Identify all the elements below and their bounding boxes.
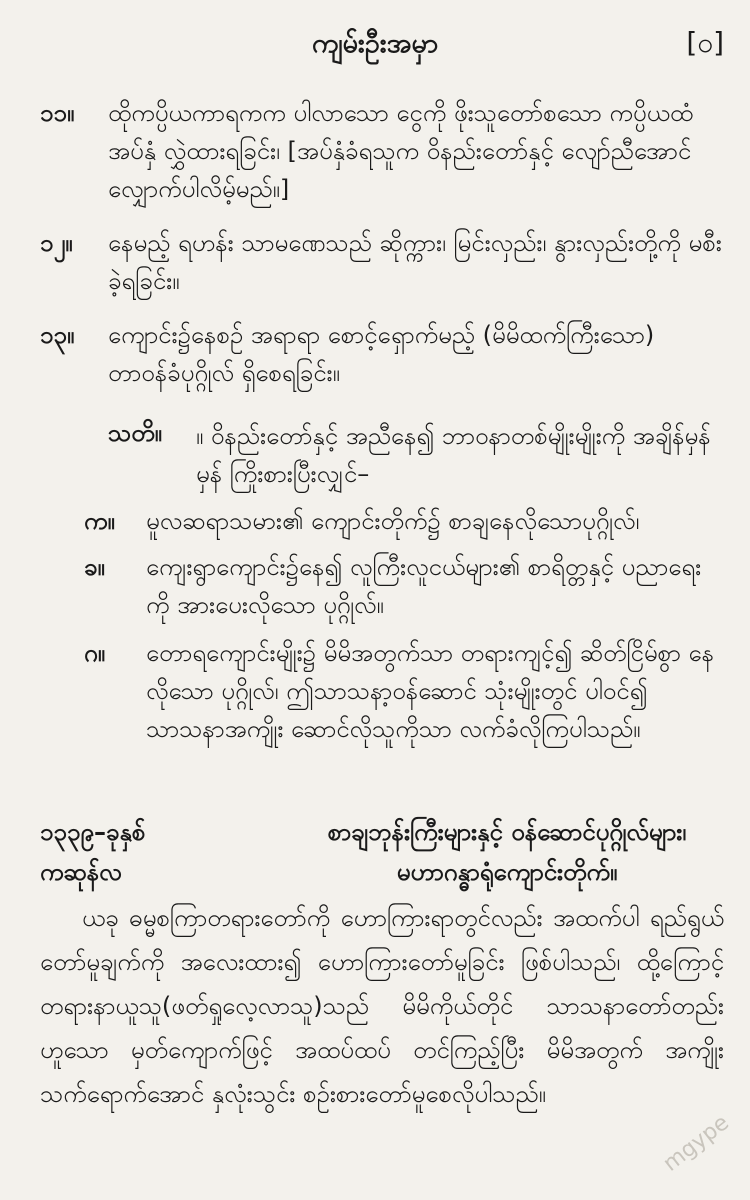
list-item [40,224,724,300]
section-date [40,812,145,892]
note-label: သတိ။ [108,419,162,447]
sub-item-number: က။ [84,507,115,535]
item-number: ၁၃။ [40,321,75,349]
item-text: ကျောင်း၌နေစဉ် အရာရာ စောင့်ရှောက်မည့် (မိမိထက်ကြီးသော) တာဝန်ခံပုဂ္ဂိုလ် ရှိစေရခြင်း။ [108,321,655,387]
watermark: mgype [658,1110,734,1177]
sub-list-item [84,548,724,624]
note-text: ။ ဝိနည်းတော်နှင့် အညီနေ၍ ဘာဝနာတစ်မျိုးမျိုးကို အချိန်မှန်မှန် ကြိုးစားပြီးလျှင်– [196,422,711,488]
item-number: ၁၁။ [40,99,75,127]
page-header-title: ကျမ်းဦးအမှာ [311,28,439,59]
section-signature-line2: မဟာဂန္ဓာရုံကျောင်းတိုက်။ [396,858,618,886]
sub-item-number: ခ။ [84,553,105,581]
list-item [40,316,724,392]
item-text: နေမည့် ရဟန်း သာမဏေသည် ဆိုက္ကား၊ မြင်းလှည်း၊ နွားလှည်းတို့ကို မစီးခဲ့ရခြင်း။ [108,229,722,295]
section-signature-line1: စာချဘုန်းကြီးများနှင့် ဝန်ဆောင်ပုဂ္ဂိုလ်များ၊ [327,818,687,846]
section-date-month: ကဆုန်လ [40,858,122,886]
section-date-year: ၁၃၃၉–ခုနှစ် [40,818,146,846]
section-signature [290,812,724,892]
sub-list-item [84,634,724,748]
sub-item-text: ကျေးရွာကျောင်း၌နေ၍ လူကြီးလူငယ်များ၏ စာရိတ္တနှင့် ပညာရေးကို အားပေးလိုသော ပုဂ္ဂိုလ်။ [146,553,702,619]
item-text: ထိုကပ္ပိယကာရကက ပါလာသော ငွေကို ဖိုးသူတော်စသော ကပ္ပိယထံ အပ်နှံ လွှဲထားရခြင်း၊ [အပ်နှံခံရသူက ဝိနည်းတော်နှင့် လျော်ညီအောင် လျှောက်ပါလိမ့်မည်။] [108,99,694,203]
sub-item-text: တောရကျောင်းမျိုး၌ မိမိအတွက်သာ တရားကျင့်၍ ဆိတ်ငြိမ်စွာ နေလိုသော ပုဂ္ဂိုလ်၊ ဤသာသနာ့ဝန်ဆောင် သုံးမျိုးတွင် ပါဝင်၍ သာသနာအကျိုး ဆောင်လိုသူကိုသာ လက်ခံလိုကြပါသည်။ [146,639,714,743]
sub-list-item [84,502,724,540]
sub-item-number: ဂ။ [84,639,105,667]
body-paragraph: ယခု ဓမ္မစကြာတရားတော်ကို ဟောကြားရာတွင်လည်း အထက်ပါ ရည်ရွယ်တော်မူချက်ကို အလေးထား၍ ဟောကြားတော်မူခြင်း ဖြစ်ပါသည်၊ ထို့ကြောင့် တရားနာယူသူ(ဖတ်ရှုလေ့လာသူ)သည် မိမိကိုယ်တိုင် သာသနာတော်တည်းဟူသော မှတ်ကျောက်ဖြင့် အထပ်ထပ် တင်ကြည့်ပြီး မိမိအတွက် အကျိုးသက်ရောက်အောင် နှလုံးသွင်း စဉ်းစားတော်မူစေလိုပါသည်။ [40,904,724,1108]
item-number: ၁၂။ [40,229,73,257]
page-number: [၀] [686,26,724,59]
sub-item-text: မူလဆရာသမား၏ ကျောင်းတိုက်၌ စာချနေလိုသောပုဂ္ဂိုလ်၊ [146,507,640,535]
list-item [40,94,724,208]
